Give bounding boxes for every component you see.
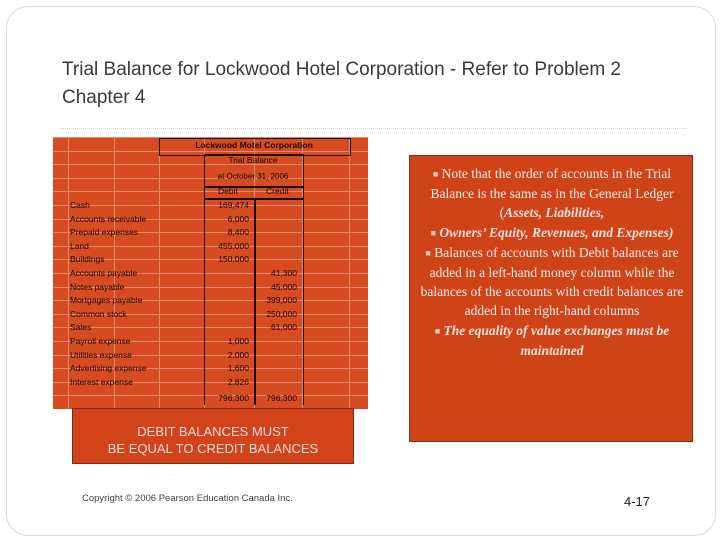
report-date: at October 31, 2006 (217, 172, 289, 181)
bullet-icon: ■ (425, 247, 431, 258)
slide-title: Trial Balance for Lockwood Hotel Corporation - Refer to Problem 2 Chapter 4 (62, 59, 621, 108)
credit-amount: 250,000 (266, 308, 297, 319)
account-name: Buildings (70, 254, 105, 265)
note-4-italic: The equality of value exchanges must be maintained (443, 322, 670, 358)
company-name: Lockwood Motel Corporation (195, 140, 313, 150)
title-divider (60, 128, 686, 129)
credit-amount: 61,000 (271, 322, 297, 333)
account-name: Prepaid expenses (70, 227, 139, 238)
account-name: Notes payable (70, 281, 125, 292)
page-number: 4-17 (624, 494, 651, 509)
account-name: Cash (70, 200, 90, 210)
caption-line-2: BE EQUAL TO CREDIT BALANCES (107, 441, 319, 456)
note-1-text: Note that the order of accounts in the Trial Balance is the same as in the General Ledger ( (430, 166, 674, 221)
debit-amount: 6,000 (227, 213, 249, 224)
credit-header: Credit (266, 186, 289, 196)
balance-rule-caption (72, 408, 354, 464)
report-name: Trial Balance (228, 155, 278, 165)
account-name: Interest expense (70, 376, 133, 387)
account-name: Common stock (70, 308, 127, 319)
debit-amount: 150,000 (218, 254, 249, 265)
account-name: Utilities expense (70, 349, 132, 360)
account-name: Accounts receivable (70, 213, 147, 224)
note-3-text: Balances of accounts with Debit balances are added in a left-hand money column while the balances of the accounts with credit balances are added in the right-hand columns (420, 244, 684, 319)
account-name: Sales (70, 322, 92, 333)
bullet-icon: ■ (434, 325, 441, 336)
grid-line (159, 137, 160, 409)
note-1-italic: Assets, Liabilities, (504, 205, 605, 221)
debit-amount: 2,826 (227, 376, 249, 387)
account-name: Advertising expense (70, 363, 147, 374)
copyright-footer: Copyright © 2006 Pearson Education Canada Inc. (82, 493, 293, 504)
credit-amount: 399,000 (266, 295, 297, 306)
bullet-icon: ■ (430, 227, 437, 238)
debit-amount: 1,600 (227, 363, 249, 374)
debit-amount: 169,474 (218, 200, 249, 210)
grid-line (349, 137, 350, 409)
debit-amount: 8,400 (227, 227, 249, 238)
account-name: Mortgages payable (70, 295, 143, 306)
account-name: Payroll expense (70, 336, 131, 346)
debit-amount: 1,000 (227, 336, 249, 346)
note-2-italic: Owners’ Equity, Revenues, and Expenses) (439, 224, 674, 240)
credit-amount: 45,000 (271, 281, 297, 292)
debit-header: Debit (218, 186, 238, 196)
notes-box (409, 155, 693, 442)
total-credit: 796,300 (266, 393, 297, 403)
bullet-icon: ■ (432, 169, 439, 179)
debit-amount: 2,000 (227, 349, 249, 360)
trial-balance-spreadsheet (53, 137, 368, 409)
caption-line-1: DEBIT BALANCES MUST (137, 424, 289, 439)
credit-amount: 41,300 (271, 268, 297, 278)
total-debit: 796,300 (218, 393, 249, 403)
debit-amount: 455,000 (218, 240, 249, 251)
account-name: Accounts payable (70, 268, 138, 278)
account-name: Land (70, 240, 89, 251)
grid-line (68, 137, 69, 409)
